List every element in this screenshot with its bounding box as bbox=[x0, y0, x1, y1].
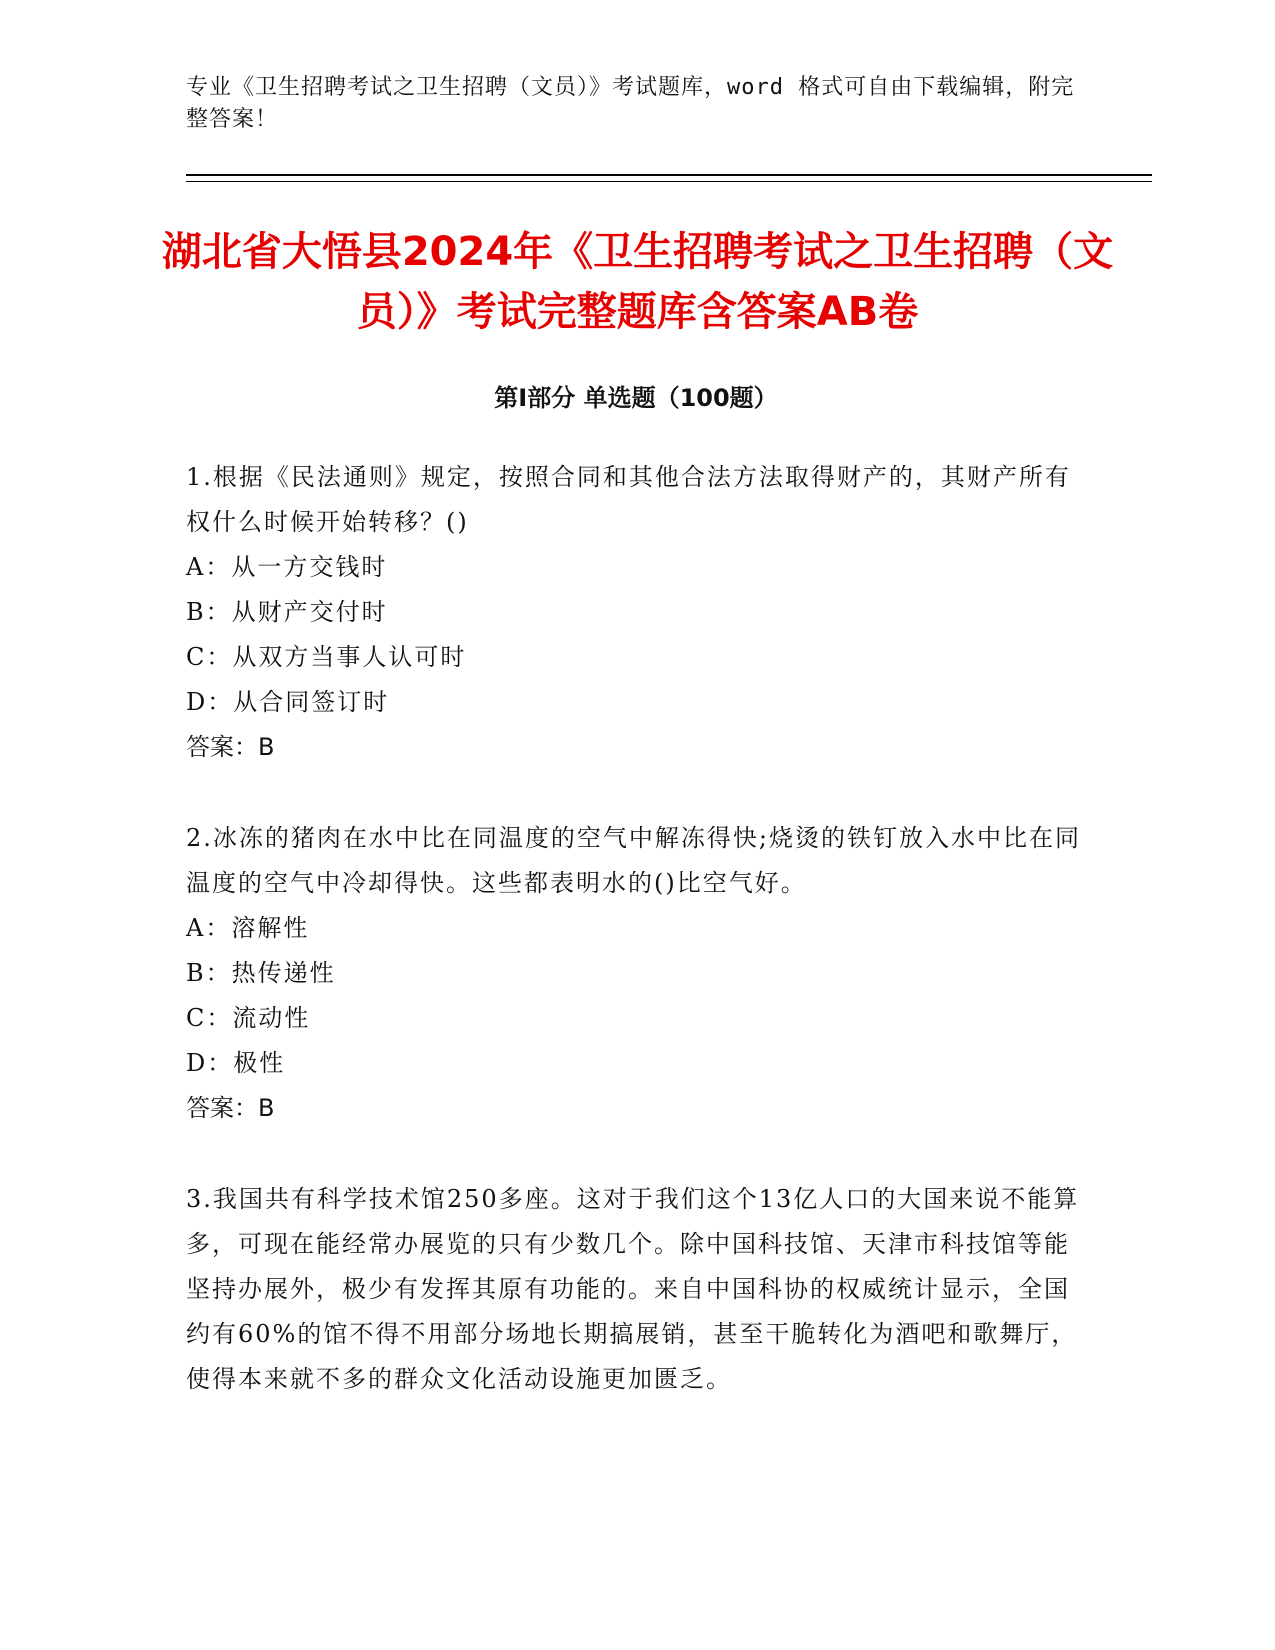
header-divider-thick bbox=[186, 174, 1152, 176]
answer: 答案：B bbox=[186, 1094, 275, 1122]
option-d: D：从合同签订时 bbox=[186, 688, 390, 716]
header-divider-thin bbox=[186, 181, 1152, 182]
question-text: 1.根据《民法通则》规定，按照合同和其他合法方法取得财产的，其财产所有权什么时候开始转移？() bbox=[186, 463, 1071, 536]
question-1 bbox=[186, 455, 1091, 770]
option-b: B：热传递性 bbox=[186, 959, 336, 987]
question-text: 3.我国共有科学技术馆250多座。这对于我们这个13亿人口的大国来说不能算多，可现在能经常办展览的只有少数几个。除中国科技馆、天津市科技馆等能坚持办展外，极少有发挥其原有功能的。来自中国科协的权威统计显示，全国约有60%的馆不得不用部分场地长期搞展销，甚至干脆转化为酒吧和歌舞厅，使得本来就不多的群众文化活动设施更加匮乏。 bbox=[186, 1185, 1080, 1393]
option-d: D：极性 bbox=[186, 1049, 286, 1077]
option-b: B：从财产交付时 bbox=[186, 598, 388, 626]
document-title: 湖北省大悟县2024年《卫生招聘考试之卫生招聘（文员）》考试完整题库含答案AB卷 bbox=[161, 229, 1114, 335]
question-text: 2.冰冻的猪肉在水中比在同温度的空气中解冻得快;烧烫的铁钉放入水中比在同温度的空气中冷却得快。这些都表明水的()比空气好。 bbox=[186, 824, 1081, 897]
section-heading: 第I部分 单选题（100题） bbox=[494, 384, 778, 412]
option-a: A：溶解性 bbox=[186, 914, 310, 942]
header-note: 专业《卫生招聘考试之卫生招聘（文员）》考试题库，word 格式可自由下载编辑，附完整答案！ bbox=[186, 75, 1075, 132]
question-2 bbox=[186, 816, 1091, 1131]
option-c: C：从双方当事人认可时 bbox=[186, 643, 467, 671]
answer: 答案：B bbox=[186, 733, 275, 761]
option-a: A：从一方交钱时 bbox=[186, 553, 388, 581]
question-3 bbox=[186, 1177, 1091, 1402]
option-c: C：流动性 bbox=[186, 1004, 311, 1032]
